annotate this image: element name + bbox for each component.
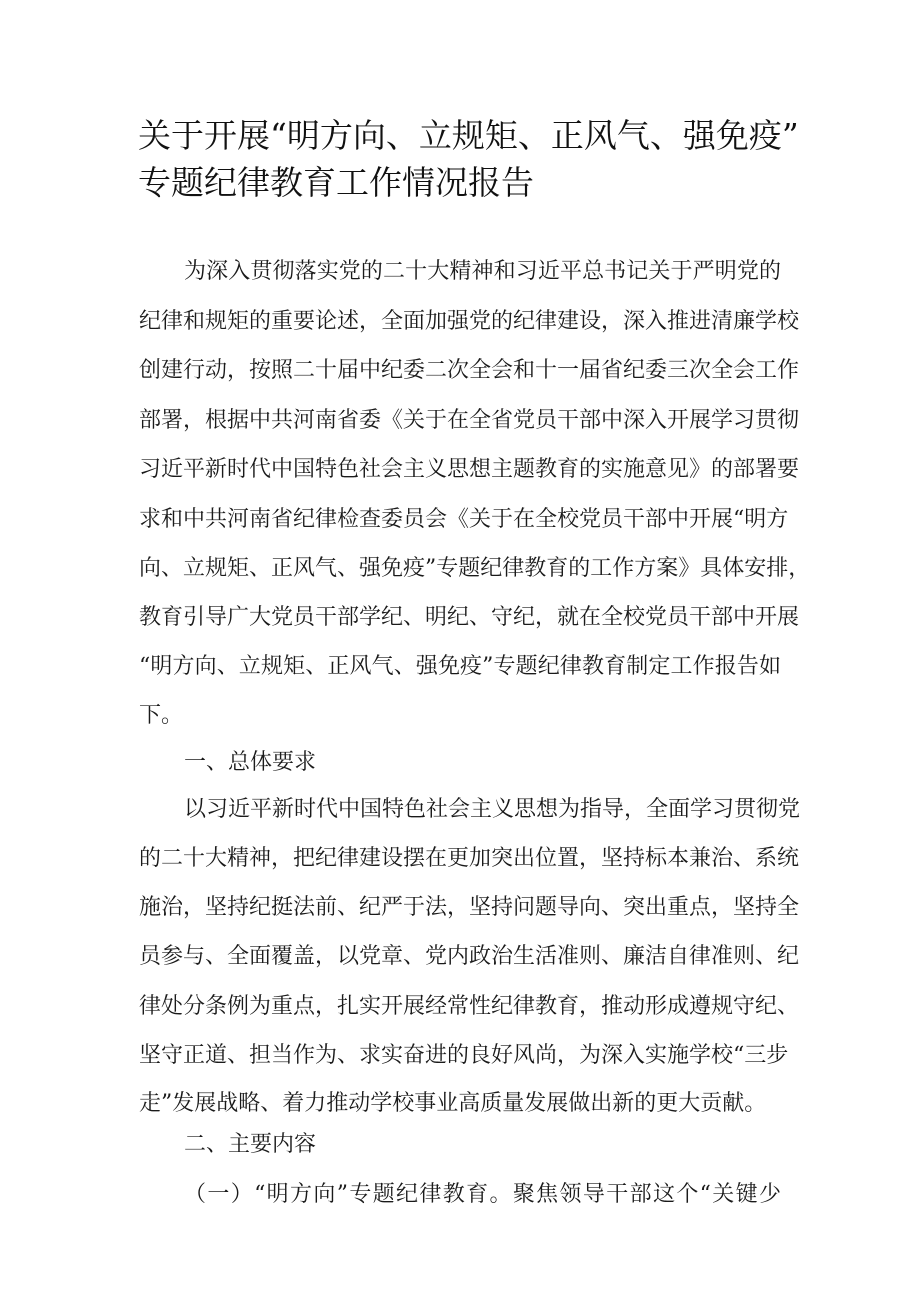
paragraph-1-line: 教育引导广大党员干部学纪、明纪、守纪，就在全校党员干部中开展: [139, 605, 800, 630]
paragraph-1-line: “明方向、立规矩、正风气、强免疫”专题纪律教育制定工作报告如: [139, 654, 781, 679]
paragraph-1-line: 部署，根据中共河南省委《关于在全省党员干部中深入开展学习贯彻: [139, 408, 800, 433]
document-title-line-2: 专题纪律教育工作情况报告: [138, 163, 534, 202]
document-title-line-1: 关于开展“明方向、立规矩、正风气、强免疫”: [138, 116, 799, 155]
paragraph-3-line: （一）“明方向”专题纪律教育。聚焦领导干部这个“关键少: [184, 1182, 781, 1207]
paragraph-1-line: 习近平新时代中国特色社会主义思想主题教育的实施意见》的部署要: [139, 457, 800, 482]
paragraph-2-line: 的二十大精神，把纪律建设摆在更加突出位置，坚持标本兼治、系统: [139, 846, 800, 871]
paragraph-1-line: 为深入贯彻落实党的二十大精神和习近平总书记关于严明党的: [184, 259, 781, 284]
paragraph-1-line: 纪律和规矩的重要论述，全面加强党的纪律建设，深入推进清廉学校: [139, 309, 800, 334]
paragraph-2-line: 坚守正道、担当作为、求实奋进的良好风尚，为深入实施学校“三步: [139, 1043, 789, 1068]
paragraph-2-line: 以习近平新时代中国特色社会主义思想为指导，全面学习贯彻党: [184, 797, 801, 822]
paragraph-1-line: 向、立规矩、正风气、强免疫”专题纪律教育的工作方案》具体安排，: [139, 556, 811, 581]
paragraph-1-line: 求和中共河南省纪律检查委员会《关于在全校党员干部中开展“明方: [139, 507, 789, 532]
paragraph-1-line: 下。: [139, 703, 184, 728]
paragraph-2-line: 走”发展战略、着力推动学校事业高质量发展做出新的更大贡献。: [139, 1091, 767, 1116]
paragraph-2-line: 施治，坚持纪挺法前、纪严于法，坚持问题导向、突出重点，坚持全: [139, 895, 800, 920]
paragraph-2-line: 律处分条例为重点，扎实开展经常性纪律教育，推动形成遵规守纪、: [139, 994, 800, 1019]
section-heading-2: 二、主要内容: [184, 1132, 317, 1157]
section-heading-1: 一、总体要求: [184, 750, 317, 775]
paragraph-2-line: 员参与、全面覆盖，以党章、党内政治生活准则、廉洁自律准则、纪: [139, 944, 800, 969]
paragraph-1-line: 创建行动，按照二十届中纪委二次全会和十一届省纪委三次全会工作: [139, 358, 800, 383]
